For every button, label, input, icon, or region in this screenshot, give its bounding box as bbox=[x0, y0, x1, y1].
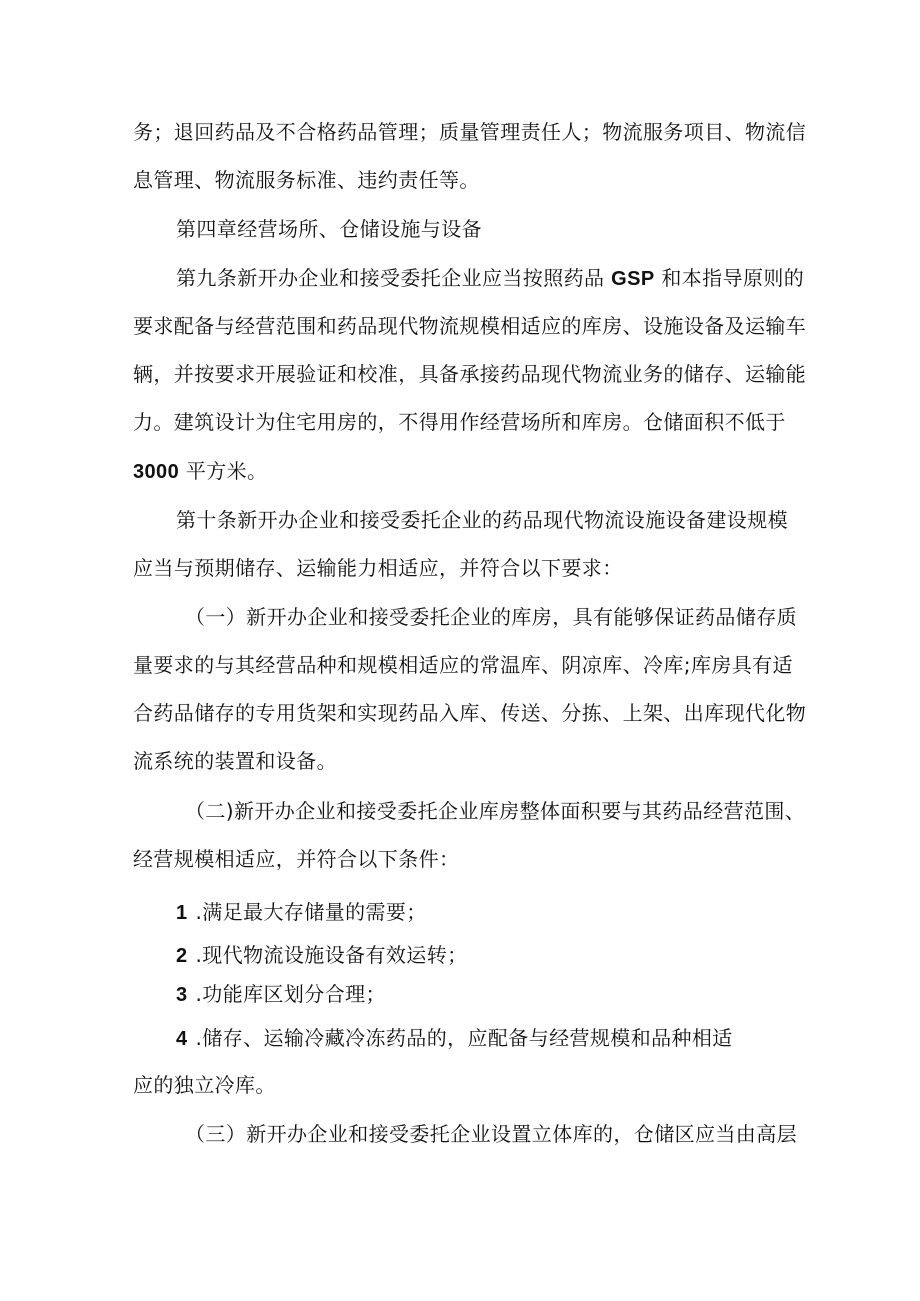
list-number: 2 bbox=[176, 945, 188, 967]
gsp-term: GSP bbox=[611, 268, 655, 290]
chapter-heading: 第四章经营场所、仓储设施与设备 bbox=[176, 217, 482, 241]
paragraph-line: （一）新开办企业和接受委托企业的库房，具有能够保证药品储存质 bbox=[185, 605, 797, 629]
list-text: .储存、运输冷藏冷冻药品的，应配备与经营规模和品种相适 bbox=[195, 1026, 733, 1050]
list-number: 4 bbox=[176, 1028, 188, 1050]
paragraph-line bbox=[133, 457, 267, 486]
paragraph-line: （三）新开办企业和接受委托企业设置立体库的，仓储区应当由高层 bbox=[185, 1122, 797, 1146]
area-number: 3000 bbox=[133, 461, 180, 483]
text-segment: 和本指导原则的 bbox=[661, 266, 805, 290]
paragraph-line: 经营规模相适应，并符合以下条件： bbox=[133, 847, 460, 871]
paragraph-line: 合药品储存的专用货架和实现药品入库、传送、分拣、上架、出库现代化物 bbox=[133, 701, 807, 725]
paragraph-line: 力。建筑设计为住宅用房的，不得用作经营场所和库房。仓储面积不低于 bbox=[133, 410, 786, 434]
paragraph-line: （二)新开办企业和接受委托企业库房整体面积要与其药品经营范围、 bbox=[185, 799, 806, 823]
paragraph-line: 辆，并按要求开展验证和校准，具备承接药品现代物流业务的储存、运输能 bbox=[133, 362, 807, 386]
text-segment: 平方米。 bbox=[185, 459, 268, 483]
list-text: .满足最大存储量的需要； bbox=[195, 900, 427, 924]
list-item bbox=[176, 898, 427, 927]
list-item bbox=[176, 980, 386, 1009]
list-item bbox=[176, 941, 468, 970]
list-number: 3 bbox=[176, 984, 188, 1006]
paragraph-line: 流系统的装置和设备。 bbox=[133, 749, 337, 773]
paragraph-line: 息管理、物流服务标准、违约责任等。 bbox=[133, 168, 480, 192]
paragraph-line bbox=[176, 264, 804, 293]
list-text: .现代物流设施设备有效运转； bbox=[195, 943, 468, 967]
list-text: .功能库区划分合理； bbox=[195, 982, 386, 1006]
paragraph-line: 务；退回药品及不合格药品管理；质量管理责任人；物流服务项目、物流信 bbox=[133, 120, 807, 144]
list-number: 1 bbox=[176, 902, 188, 924]
list-item bbox=[176, 1024, 733, 1053]
paragraph-line: 量要求的与其经营品种和规模相适应的常温库、阴凉库、冷库;库房具有适 bbox=[133, 653, 793, 677]
paragraph-line: 应当与预期储存、运输能力相适应，并符合以下要求： bbox=[133, 556, 623, 580]
text-segment: 第九条新开办企业和接受委托企业应当按照药品 bbox=[176, 266, 605, 290]
paragraph-line: 第十条新开办企业和接受委托企业的药品现代物流设施设备建设规模 bbox=[176, 508, 788, 532]
paragraph-line: 要求配备与经营范围和药品现代物流规模相适应的库房、设施设备及运输车 bbox=[133, 314, 807, 338]
paragraph-line: 应的独立冷库。 bbox=[133, 1073, 276, 1097]
